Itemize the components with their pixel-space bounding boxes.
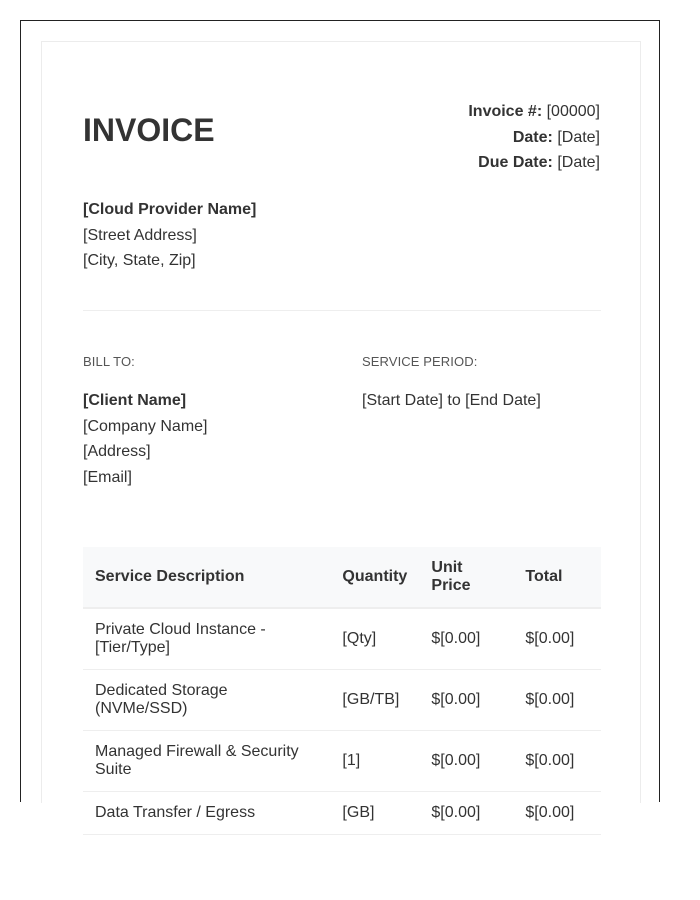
service-period-value: [Start Date] to [End Date] xyxy=(362,392,541,409)
row-total: $[0.00] xyxy=(513,731,601,792)
table-row xyxy=(83,731,601,792)
client-email: [Email] xyxy=(83,468,132,486)
row-description: Managed Firewall & Security Suite xyxy=(83,731,330,792)
provider-block xyxy=(83,197,256,274)
row-description: Dedicated Storage (NVMe/SSD) xyxy=(83,670,330,731)
row-quantity: [Qty] xyxy=(330,608,419,670)
client-company: [Company Name] xyxy=(83,417,208,435)
invoice-due-date xyxy=(468,150,600,176)
invoice-date xyxy=(468,125,600,151)
row-description: Private Cloud Instance - [Tier/Type] xyxy=(83,608,330,670)
row-quantity: [1] xyxy=(330,731,419,792)
row-description: Data Transfer / Egress xyxy=(83,792,330,835)
row-unit-price: $[0.00] xyxy=(419,670,513,731)
document-frame xyxy=(20,20,660,821)
table-row xyxy=(83,670,601,731)
table-header-row xyxy=(83,547,601,608)
invoice-due-date-label: Due Date: xyxy=(478,154,553,171)
bill-to-block xyxy=(83,388,208,490)
invoice-date-label: Date: xyxy=(512,128,553,146)
row-unit-price: $[0.00] xyxy=(419,792,513,835)
invoice-date-value: [Date] xyxy=(557,128,600,146)
row-total: $[0.00] xyxy=(513,792,601,835)
invoice-number-value: [00000] xyxy=(546,103,600,120)
services-table xyxy=(83,547,601,835)
header-unit-price: Unit Price xyxy=(419,547,513,608)
invoice-meta xyxy=(468,99,600,176)
row-quantity: [GB/TB] xyxy=(330,670,419,731)
row-unit-price: $[0.00] xyxy=(419,608,513,670)
invoice-number xyxy=(468,99,600,125)
row-total: $[0.00] xyxy=(513,608,601,670)
header-description: Service Description xyxy=(83,547,330,608)
provider-street: [Street Address] xyxy=(83,226,197,244)
invoice-number-label: Invoice #: xyxy=(468,103,543,120)
provider-city: [City, State, Zip] xyxy=(83,252,196,269)
row-total: $[0.00] xyxy=(513,670,601,731)
header-total: Total xyxy=(513,547,601,608)
bill-to-label: BILL TO: xyxy=(83,354,135,369)
header-divider xyxy=(83,310,601,311)
row-unit-price: $[0.00] xyxy=(419,731,513,792)
client-address: [Address] xyxy=(83,443,151,460)
provider-name: [Cloud Provider Name] xyxy=(83,201,257,218)
invoice-page xyxy=(41,41,641,821)
invoice-due-date-value: [Date] xyxy=(557,154,600,171)
service-period-label: SERVICE PERIOD: xyxy=(362,354,478,369)
row-quantity: [GB] xyxy=(330,792,419,835)
header-quantity: Quantity xyxy=(330,547,419,608)
invoice-title: INVOICE xyxy=(83,112,215,148)
table-row xyxy=(83,792,601,835)
client-name: [Client Name] xyxy=(83,392,187,409)
table-row xyxy=(83,608,601,670)
